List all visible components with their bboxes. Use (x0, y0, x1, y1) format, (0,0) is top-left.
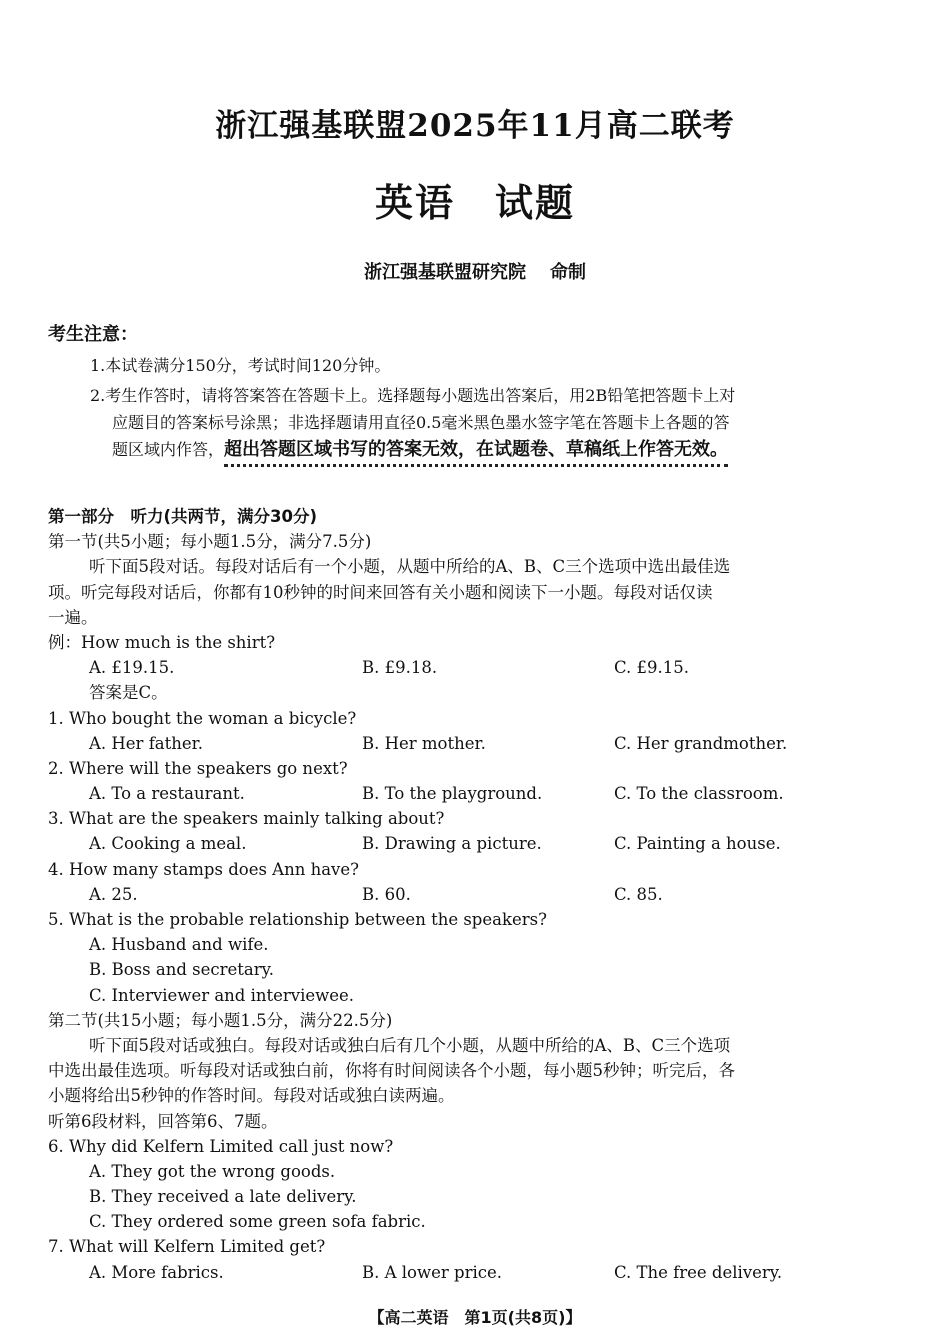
example-option-c: C. £9.15. (614, 658, 690, 678)
question-7-option-b: B. A lower price. (362, 1262, 502, 1282)
notice-emphasis: 超出答题区域书写的答案无效，在试题卷、草稿纸上作答无效。 (224, 439, 728, 467)
section2-intro-line-1: 听下面5段对话或独白。每段对话或独白后有几个小题，从题中所给的A、B、C三个选项 (89, 1035, 731, 1055)
question-6-option-c: C. They ordered some green sofa fabric. (89, 1212, 426, 1232)
part1-heading: 第一部分 听力(共两节，满分30分) (48, 507, 318, 526)
question-3-option-b: B. Drawing a picture. (362, 834, 542, 854)
question-1-option-c: C. Her grandmother. (614, 733, 788, 753)
notice-item-2-line-3-text: 题区域内作答， (112, 440, 225, 459)
notice-item-1: 1.本试卷满分150分，考试时间120分钟。 (90, 356, 391, 375)
question-2: 2. Where will the speakers go next? (48, 758, 348, 778)
example-answer: 答案是C。 (89, 683, 168, 703)
question-7-option-a: A. More fabrics. (89, 1262, 224, 1282)
question-5: 5. What is the probable relationship between the speakers? (48, 910, 547, 929)
question-1-option-a: A. Her father. (89, 733, 203, 753)
notice-item-2-line-1: 2.考生作答时，请将答案答在答题卡上。选择题每小题选出答案后，用2B铅笔把答题卡上对 (90, 386, 736, 405)
question-7: 7. What will Kelfern Limited get? (48, 1237, 326, 1257)
question-2-option-a: A. To a restaurant. (89, 784, 245, 804)
question-7-option-c: C. The free delivery. (614, 1262, 783, 1282)
subject-suffix: 试题 (495, 180, 576, 225)
question-3: 3. What are the speakers mainly talking about? (48, 809, 445, 829)
question-6-option-a: A. They got the wrong goods. (89, 1161, 336, 1181)
exam-title: 浙江强基联盟2025年11月高二联考 (215, 108, 735, 144)
question-6: 6. Why did Kelfern Limited call just now? (48, 1136, 394, 1156)
question-5-option-c: C. Interviewer and interviewee. (89, 985, 355, 1005)
question-4-option-a: A. 25. (89, 884, 138, 904)
material-6-heading: 听第6段材料，回答第6、7题。 (48, 1111, 278, 1131)
question-7-options (48, 1260, 908, 1285)
subject-title (0, 172, 950, 227)
question-3-option-c: C. Painting a house. (614, 834, 781, 854)
question-5-option-b: B. Boss and secretary. (89, 960, 274, 980)
maker-suffix: 命制 (550, 262, 586, 283)
question-2-option-c: C. To the classroom. (614, 784, 784, 804)
question-6-option-b: B. They received a late delivery. (89, 1187, 357, 1207)
section2-heading: 第二节(共15小题；每小题1.5分，满分22.5分) (48, 1010, 393, 1030)
section1-intro-line-3: 一遍。 (48, 607, 98, 627)
subject-name: 英语 (374, 180, 455, 225)
example-question: 例：How much is the shirt? (48, 632, 276, 652)
listening-part (48, 504, 908, 1285)
section2-intro-line-3: 小题将给出5秒钟的作答时间。每段对话或独白读两遍。 (48, 1086, 455, 1106)
section1-intro-line-2: 项。听完每段对话后，你都有10秒钟的时间来回答有关小题和阅读下一小题。每段对话仅读 (48, 582, 713, 602)
question-1-options (48, 731, 908, 756)
question-4-options (48, 882, 908, 907)
page-footer: 【高二英语 第1页(共8页)】 (368, 1308, 582, 1327)
section2-intro-line-2: 中选出最佳选项。听每段对话或独白前，你将有时间阅读各个小题，每小题5秒钟；听完后，各 (48, 1061, 735, 1081)
question-4: 4. How many stamps does Ann have? (48, 859, 359, 879)
maker-name: 浙江强基联盟研究院 (364, 262, 526, 283)
notice-item-2 (90, 382, 902, 463)
question-1-option-b: B. Her mother. (362, 733, 486, 753)
notice-item-2-line-3 (90, 436, 902, 463)
question-2-options (48, 781, 908, 806)
question-5-option-a: A. Husband and wife. (89, 935, 269, 955)
question-1: 1. Who bought the woman a bicycle? (48, 708, 357, 728)
question-3-options (48, 831, 908, 856)
notice-heading: 考生注意： (48, 324, 138, 345)
question-2-option-b: B. To the playground. (362, 784, 543, 804)
example-option-b: B. £9.18. (362, 658, 438, 678)
exam-maker (0, 258, 950, 284)
example-option-a: A. £19.15. (89, 658, 175, 678)
question-3-option-a: A. Cooking a meal. (89, 834, 247, 854)
notice-item-2-line-2: 应题目的答案标号涂黑；非选择题请用直径0.5毫米黑色墨水签字笔在答题卡上各题的答 (112, 413, 730, 432)
question-4-option-b: B. 60. (362, 884, 411, 904)
section1-heading: 第一节(共5小题；每小题1.5分，满分7.5分) (48, 532, 372, 552)
section1-intro-line-1: 听下面5段对话。每段对话后有一个小题，从题中所给的A、B、C三个选项中选出最佳选 (89, 557, 731, 577)
example-options (48, 655, 908, 680)
question-4-option-c: C. 85. (614, 884, 663, 904)
